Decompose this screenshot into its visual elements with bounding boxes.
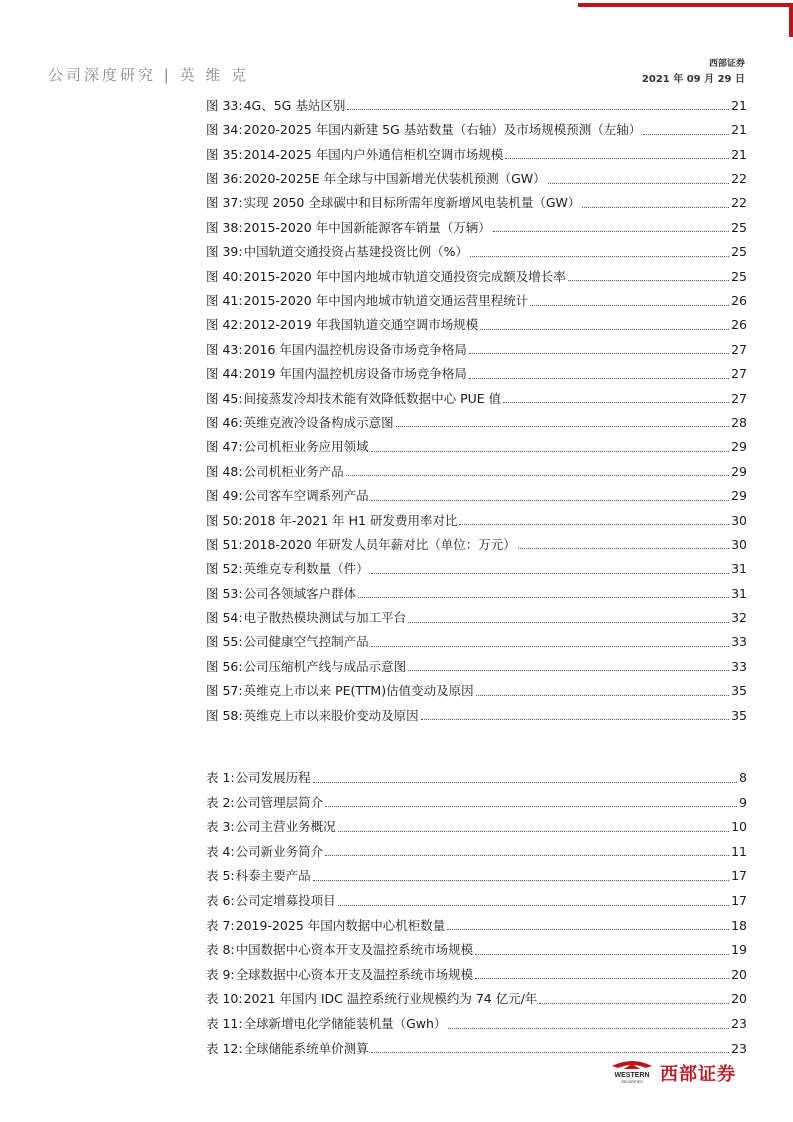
entry-label: 图 39: xyxy=(206,244,243,260)
page-number: 31 xyxy=(731,561,747,577)
entry-title: 电子散热模块测试与加工平台 xyxy=(243,610,407,626)
figure-entry[interactable] xyxy=(206,527,747,551)
entry-title: 公司客车空调系列产品 xyxy=(243,488,369,504)
page-number: 35 xyxy=(731,683,747,699)
page-number: 30 xyxy=(731,512,747,528)
entry-title: 公司各领域客户群体 xyxy=(243,585,357,601)
entry-label: 图 53: xyxy=(206,585,243,601)
entry-title: 4G、5G 基站区别 xyxy=(243,97,346,113)
entry-title: 公司新业务简介 xyxy=(235,843,324,859)
entry-title: 2015-2020 年中国内地城市轨道交通运营里程统计 xyxy=(243,293,529,309)
entry-label: 图 49: xyxy=(206,488,243,504)
dot-leader xyxy=(421,719,729,720)
figure-entry[interactable] xyxy=(206,234,747,258)
page-number: 21 xyxy=(731,97,747,113)
entry-title: 英维克上市以来 PE(TTM)估值变动及原因 xyxy=(243,683,474,699)
entry-title: 中国轨道交通投资占基建投资比例（%） xyxy=(243,244,468,260)
entry-label: 表 10: xyxy=(206,991,243,1007)
dot-leader xyxy=(347,109,729,110)
corner-accent-top xyxy=(578,3,793,7)
dot-leader xyxy=(325,806,737,807)
entry-label: 表 7: xyxy=(206,917,235,933)
entry-label: 图 46: xyxy=(206,414,243,430)
entry-title: 全球储能系统单价测算 xyxy=(243,1040,369,1056)
figure-entry[interactable] xyxy=(206,576,747,600)
table-entry[interactable] xyxy=(206,908,747,933)
table-entry[interactable] xyxy=(206,1031,747,1056)
entry-label: 图 37: xyxy=(206,195,243,211)
table-entry[interactable] xyxy=(206,834,747,859)
dot-leader xyxy=(313,880,729,881)
dot-leader xyxy=(447,929,729,930)
entry-label: 图 38: xyxy=(206,219,243,235)
footer-brand-name: 西部证券 xyxy=(660,1064,736,1085)
entry-title: 2015-2020 年中国内地城市轨道交通投资完成额及增长率 xyxy=(243,268,566,284)
dot-leader xyxy=(448,1028,729,1029)
dot-leader xyxy=(338,831,729,832)
entry-label: 图 42: xyxy=(206,317,243,333)
entry-label: 图 33: xyxy=(206,97,243,113)
dot-leader xyxy=(493,231,729,232)
dot-leader xyxy=(371,1052,729,1053)
figure-entry[interactable] xyxy=(206,698,747,722)
dot-leader xyxy=(325,855,729,856)
page-number: 8 xyxy=(739,770,747,786)
figure-entry[interactable] xyxy=(206,625,747,649)
dot-leader xyxy=(503,402,729,403)
entry-label: 图 58: xyxy=(206,707,243,723)
entry-title: 2018-2020 年研发人员年薪对比（单位：万元） xyxy=(243,536,516,552)
entry-title: 2020-2025E 年全球与中国新增光伏装机预测（GW） xyxy=(243,171,546,187)
entry-label: 图 50: xyxy=(206,512,243,528)
figure-entry[interactable] xyxy=(206,259,747,283)
table-entry[interactable] xyxy=(206,858,747,883)
table-entry[interactable] xyxy=(206,760,747,785)
report-type: 公司深度研究 xyxy=(48,66,157,84)
page-number: 28 xyxy=(731,414,747,430)
page-number: 35 xyxy=(731,707,747,723)
table-entry[interactable] xyxy=(206,785,747,810)
svg-text:WESTERN: WESTERN xyxy=(614,1072,650,1079)
dot-leader xyxy=(469,353,729,354)
page-number: 25 xyxy=(731,219,747,235)
page-number: 30 xyxy=(731,536,747,552)
entry-label: 图 43: xyxy=(206,341,243,357)
entry-label: 表 9: xyxy=(206,966,235,982)
figure-entry[interactable] xyxy=(206,112,747,136)
entry-title: 科泰主要产品 xyxy=(235,868,311,884)
dot-leader xyxy=(530,305,729,306)
table-list xyxy=(206,760,747,1055)
page-number: 21 xyxy=(731,146,747,162)
page-number: 32 xyxy=(731,610,747,626)
figure-entry[interactable] xyxy=(206,673,747,697)
report-header xyxy=(48,64,249,85)
entry-label: 图 35: xyxy=(206,146,243,162)
dot-leader xyxy=(371,573,729,574)
entry-title: 2019 年国内温控机房设备市场竞争格局 xyxy=(243,366,467,382)
entry-label: 表 5: xyxy=(206,868,235,884)
entry-title: 英维克液冷设备构成示意图 xyxy=(243,414,394,430)
page-number: 17 xyxy=(731,893,747,909)
dot-leader xyxy=(338,905,729,906)
entry-title: 中国数据中心资本开支及温控系统市场规模 xyxy=(235,942,474,958)
dot-leader xyxy=(408,622,729,623)
entry-label: 图 34: xyxy=(206,122,243,138)
entry-label: 表 2: xyxy=(206,794,235,810)
entry-label: 表 4: xyxy=(206,843,235,859)
dot-leader xyxy=(346,475,729,476)
page-number: 22 xyxy=(731,171,747,187)
page-number: 23 xyxy=(731,1016,747,1032)
page-number: 29 xyxy=(731,463,747,479)
dot-leader xyxy=(408,670,729,671)
dot-leader xyxy=(371,500,729,501)
entry-title: 公司主营业务概况 xyxy=(235,819,336,835)
entry-label: 图 55: xyxy=(206,634,243,650)
page-number: 20 xyxy=(731,966,747,982)
entry-label: 图 41: xyxy=(206,293,243,309)
entry-title: 公司机柜业务应用领域 xyxy=(243,439,369,455)
dot-leader xyxy=(475,954,729,955)
figure-entry[interactable] xyxy=(206,649,747,673)
page-number: 27 xyxy=(731,366,747,382)
entry-title: 2019-2025 年国内数据中心机柜数量 xyxy=(235,917,446,933)
entry-title: 2015-2020 年中国新能源客车销量（万辆） xyxy=(243,219,491,235)
dot-leader xyxy=(469,378,729,379)
entry-title: 公司健康空气控制产品 xyxy=(243,634,369,650)
table-entry[interactable] xyxy=(206,1006,747,1031)
entry-label: 表 11: xyxy=(206,1016,243,1032)
figure-entry[interactable] xyxy=(206,429,747,453)
page-number: 33 xyxy=(731,634,747,650)
page-number: 25 xyxy=(731,268,747,284)
page-number: 27 xyxy=(731,390,747,406)
page-number: 20 xyxy=(731,991,747,1007)
table-entry[interactable] xyxy=(206,957,747,982)
entry-title: 英维克专利数量（件） xyxy=(243,561,369,577)
entry-label: 表 1: xyxy=(206,770,235,786)
entry-label: 表 3: xyxy=(206,819,235,835)
header-separator: | xyxy=(163,66,172,84)
dot-leader xyxy=(476,695,730,696)
page-number: 18 xyxy=(731,917,747,933)
entry-label: 图 47: xyxy=(206,439,243,455)
page-number: 31 xyxy=(731,585,747,601)
page-number: 19 xyxy=(731,942,747,958)
entry-title: 2021 年国内 IDC 温控系统行业规模约为 74 亿元/年 xyxy=(243,991,538,1007)
entry-label: 图 52: xyxy=(206,561,243,577)
dot-leader xyxy=(396,426,729,427)
table-entry[interactable] xyxy=(206,932,747,957)
entry-label: 图 40: xyxy=(206,268,243,284)
figure-entry[interactable] xyxy=(206,283,747,307)
table-entry[interactable] xyxy=(206,809,747,834)
report-date: 2021 年 09 月 29 日 xyxy=(641,74,745,85)
dot-leader xyxy=(643,134,729,135)
figure-entry[interactable] xyxy=(206,137,747,161)
page-number: 11 xyxy=(731,843,747,859)
figure-entry[interactable] xyxy=(206,332,747,356)
page-number: 10 xyxy=(731,819,747,835)
entry-label: 图 36: xyxy=(206,171,243,187)
dot-leader xyxy=(505,158,729,159)
entry-title: 实现 2050 全球碳中和目标所需年度新增风电装机量（GW） xyxy=(243,195,581,211)
figure-entry[interactable] xyxy=(206,600,747,624)
dot-leader xyxy=(358,597,729,598)
entry-label: 图 54: xyxy=(206,610,243,626)
page-number: 9 xyxy=(739,794,747,810)
figure-entry[interactable] xyxy=(206,405,747,429)
figure-entry[interactable] xyxy=(206,551,747,575)
entry-title: 英维克上市以来股价变动及原因 xyxy=(243,707,419,723)
figure-entry[interactable] xyxy=(206,356,747,380)
page-number: 22 xyxy=(731,195,747,211)
entry-title: 2020-2025 年国内新建 5G 基站数量（右轴）及市场规模预测（左轴） xyxy=(243,122,642,138)
dot-leader xyxy=(371,646,729,647)
dot-leader xyxy=(548,183,729,184)
entry-label: 图 48: xyxy=(206,463,243,479)
dot-leader xyxy=(582,207,729,208)
entry-title: 公司机柜业务产品 xyxy=(243,463,344,479)
page-number: 26 xyxy=(731,293,747,309)
page-number: 23 xyxy=(731,1040,747,1056)
figure-entry[interactable] xyxy=(206,454,747,478)
entry-title: 全球新增电化学储能装机量（Gwh） xyxy=(243,1016,447,1032)
entry-title: 公司发展历程 xyxy=(235,770,311,786)
figure-entry[interactable] xyxy=(206,186,747,210)
entry-label: 图 56: xyxy=(206,658,243,674)
entry-title: 2016 年国内温控机房设备市场竞争格局 xyxy=(243,341,467,357)
entry-label: 图 57: xyxy=(206,683,243,699)
svg-text:SECURITIES: SECURITIES xyxy=(621,1080,643,1084)
entry-title: 公司定增募投项目 xyxy=(235,893,336,909)
figure-entry[interactable] xyxy=(206,503,747,527)
dot-leader xyxy=(480,329,729,330)
corner-accent-side xyxy=(789,3,793,37)
entry-label: 表 6: xyxy=(206,893,235,909)
entry-title: 2012-2019 年我国轨道交通空调市场规模 xyxy=(243,317,479,333)
table-entry[interactable] xyxy=(206,883,747,908)
page-number: 33 xyxy=(731,658,747,674)
western-securities-logo-icon xyxy=(606,1058,658,1084)
entry-label: 表 12: xyxy=(206,1040,243,1056)
figure-entry[interactable] xyxy=(206,308,747,332)
page-number: 21 xyxy=(731,122,747,138)
entry-title: 全球数据中心资本开支及温控系统市场规模 xyxy=(235,966,474,982)
figure-entry[interactable] xyxy=(206,161,747,185)
page-number: 26 xyxy=(731,317,747,333)
table-entry[interactable] xyxy=(206,981,747,1006)
company-name: 英 维 克 xyxy=(179,66,250,84)
dot-leader xyxy=(539,1003,729,1004)
figure-entry[interactable] xyxy=(206,381,747,405)
header-brand: 西部证券 xyxy=(708,59,745,69)
dot-leader xyxy=(518,548,729,549)
dot-leader xyxy=(459,524,729,525)
page-number: 27 xyxy=(731,341,747,357)
entry-title: 公司压缩机产线与成品示意图 xyxy=(243,658,407,674)
page-number: 29 xyxy=(731,488,747,504)
entry-label: 图 44: xyxy=(206,366,243,382)
figure-entry[interactable] xyxy=(206,88,747,112)
dot-leader xyxy=(371,451,729,452)
entry-label: 图 51: xyxy=(206,536,243,552)
dot-leader xyxy=(568,280,729,281)
entry-label: 表 8: xyxy=(206,942,235,958)
entry-title: 2014-2025 年国内户外通信柜机空调市场规模 xyxy=(243,146,504,162)
dot-leader xyxy=(313,782,737,783)
page-number: 17 xyxy=(731,868,747,884)
figure-list xyxy=(206,88,747,722)
dot-leader xyxy=(475,978,729,979)
page-number: 29 xyxy=(731,439,747,455)
entry-title: 2018 年-2021 年 H1 研发费用率对比 xyxy=(243,512,458,528)
entry-title: 间接蒸发冷却技术能有效降低数据中心 PUE 值 xyxy=(243,390,502,406)
dot-leader xyxy=(470,256,729,257)
figure-entry[interactable] xyxy=(206,210,747,234)
entry-title: 公司管理层简介 xyxy=(235,794,324,810)
page-number: 25 xyxy=(731,244,747,260)
entry-label: 图 45: xyxy=(206,390,243,406)
figure-entry[interactable] xyxy=(206,478,747,502)
